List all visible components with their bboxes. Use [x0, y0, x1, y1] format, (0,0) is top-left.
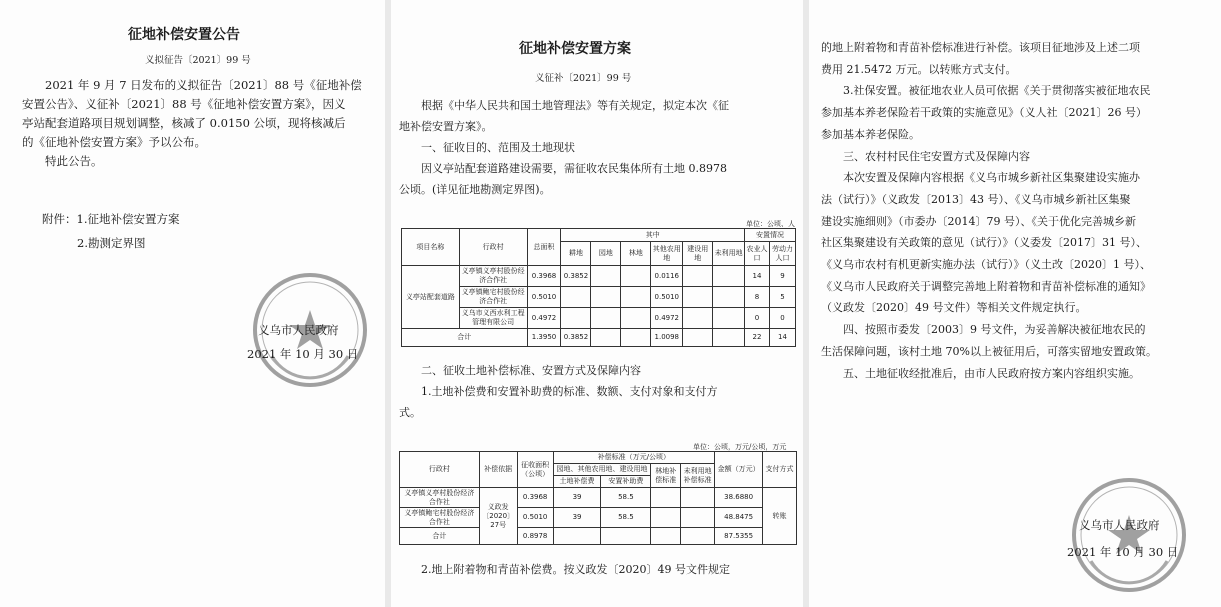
cell: 义亭镇义亭村股份经济合作社: [400, 488, 480, 508]
header-pay: 支付方式: [763, 452, 797, 488]
header-placement: 安置情况: [745, 229, 796, 242]
table2-unit: 单位：公顷，万元/公顷，万元: [693, 443, 787, 451]
cell: 1.3950: [527, 329, 561, 347]
cell: 义乌市义西水利工程管理有限公司: [459, 308, 527, 329]
cell: [651, 508, 681, 528]
cell: [681, 508, 715, 528]
header-col: 耕地: [561, 242, 591, 266]
cell: [591, 287, 621, 308]
cell: 义亭镇鲍宅村股份经济合作社: [459, 287, 527, 308]
plan-intro: [399, 95, 795, 200]
cell: [713, 329, 745, 347]
project-name: 义亭站配套道路: [402, 266, 460, 329]
cell: 0.4972: [651, 308, 683, 329]
section-heading: 一、征收目的、范围及土地现状: [421, 141, 575, 154]
plan-doc-number: 义征补〔2021〕99 号: [535, 73, 632, 84]
cell: [621, 266, 651, 287]
cell: [683, 308, 713, 329]
table-row: [402, 266, 796, 287]
section-heading: 三、农村村民住宅安置方式及保障内容: [843, 149, 1030, 163]
header-col: 林地: [621, 242, 651, 266]
cell: 0.5010: [651, 287, 683, 308]
cell: 0: [745, 308, 770, 329]
cell: 14: [769, 329, 795, 347]
cell: [681, 488, 715, 508]
cell: [683, 287, 713, 308]
cell: [713, 308, 745, 329]
cell: 转账: [763, 488, 797, 545]
cell: [591, 308, 621, 329]
body-line: 参加基本养老保险若干政策的实施意见》（义人社〔2021〕26 号）: [821, 106, 1147, 120]
header-col: 其他农用地: [651, 242, 683, 266]
header-project: 项目名称: [402, 229, 460, 266]
item-2-line: 2.地上附着物和青苗补偿费。按义政发〔2020〕49 号文件规定: [421, 563, 730, 576]
header-of-which: 其中: [561, 229, 745, 242]
table-row: [400, 508, 797, 528]
cell: [601, 528, 651, 545]
header-forest: 林地补偿标准: [651, 464, 681, 488]
table-row: [400, 488, 797, 508]
announcement-doc-number: 义拟征告〔2021〕99 号: [145, 55, 251, 66]
cell: 38.6880: [715, 488, 763, 508]
header-village: 行政村: [459, 229, 527, 266]
cell: [651, 488, 681, 508]
cell: 0.3852: [561, 266, 591, 287]
header-unused: 未利用地补偿标准: [681, 464, 715, 488]
body-line: 五、土地征收经批准后，由市人民政府按方案内容组织实施。: [843, 366, 1140, 380]
cell: 义亭镇鲍宅村股份经济合作社: [400, 508, 480, 528]
header-village: 行政村: [400, 452, 480, 488]
cell: 0.5010: [527, 287, 561, 308]
body-line: 《义乌市人民政府关于调整完善地上附着物和青苗补偿标准的通知》: [821, 279, 1151, 293]
announcement-title: 征地补偿安置公告: [128, 27, 240, 43]
cell: 39: [553, 488, 601, 508]
cell: 58.5: [601, 488, 651, 508]
announcement-body: [22, 76, 372, 171]
cell: 合计: [402, 329, 528, 347]
cell: [591, 329, 621, 347]
cell: [713, 287, 745, 308]
land-status-table: [401, 228, 796, 347]
cell: [621, 329, 651, 347]
cell: 8: [745, 287, 770, 308]
cell: 87.5355: [715, 528, 763, 545]
cell: 义亭镇义亭村股份经济合作社: [459, 266, 527, 287]
cell: 0.3968: [517, 488, 553, 508]
attachment-1: 附件：1.征地补偿安置方案: [42, 212, 180, 226]
section-line: 式。: [399, 406, 421, 419]
header-col: 劳动力人口: [769, 242, 795, 266]
cell: [621, 287, 651, 308]
cell: 0: [769, 308, 795, 329]
body-line: 亭站配套道路项目规划调整，核减了 0.0150 公顷，现将核减后: [22, 116, 346, 130]
cell: [651, 528, 681, 545]
header-amount: 金额（万元）: [715, 452, 763, 488]
table-total-row: [400, 528, 797, 545]
body-line: 的地上附着物和青苗补偿标准进行补偿。该项目征地涉及上述二项: [821, 41, 1140, 54]
cell: 0.0116: [651, 266, 683, 287]
announcement-signature: 义乌市人民政府: [258, 323, 339, 337]
cell: 0.5010: [517, 508, 553, 528]
cell: 22: [745, 329, 770, 347]
cell: 0.8978: [517, 528, 553, 545]
header-area: 征收面积（公顷）: [517, 452, 553, 488]
cell: 1.0098: [651, 329, 683, 347]
cell: 58.5: [601, 508, 651, 528]
body-line: 建设实施细则》（市委办〔2014〕79 号）、《关于优化完善城乡新: [821, 214, 1136, 228]
body-line: 3.社保安置。被征地农业人员可依据《关于贯彻落实被征地农民: [843, 84, 1151, 98]
section-heading: 二、征收土地补偿标准、安置方式及保障内容: [421, 364, 641, 377]
cell: 5: [769, 287, 795, 308]
continuation-page: [809, 0, 1221, 607]
cell: 合计: [400, 528, 480, 545]
body-line: 费用 21.5472 万元。以转账方式支付。: [821, 62, 1017, 76]
official-seal-icon: [1071, 477, 1187, 593]
header-land-fee: 土地补偿费: [553, 476, 601, 488]
cell: 9: [769, 266, 795, 287]
table-total-row: [402, 329, 796, 347]
header-basis: 补偿依据: [479, 452, 517, 488]
cell: [681, 528, 715, 545]
cell: 0.4972: [527, 308, 561, 329]
header-col: 农业人口: [745, 242, 770, 266]
plan-title: 征地补偿安置方案: [519, 41, 631, 57]
header-total: 总面积: [527, 229, 561, 266]
announcement-page: [0, 0, 385, 607]
body-line: 特此公告。: [45, 154, 103, 168]
body-line: 法（试行）》（义政发〔2013〕43 号）、《义乌市城乡新社区集聚: [821, 192, 1131, 206]
cell: [553, 528, 601, 545]
cell: [561, 287, 591, 308]
cell: [683, 329, 713, 347]
body-line: 2021 年 9 月 7 日发布的义拟征告〔2021〕88 号《征地补偿: [45, 78, 362, 92]
announcement-date: 2021 年 10 月 30 日: [247, 347, 359, 361]
body-line: 本次安置及保障内容根据《义乌市城乡新社区集聚建设实施办: [843, 171, 1140, 185]
header-col: 建设用地: [683, 242, 713, 266]
body-line: 四、按照市委发〔2003〕9 号文件，为妥善解决被征地农民的: [843, 323, 1146, 337]
continuation-body: [821, 37, 1217, 384]
cell: [561, 308, 591, 329]
compensation-table: [399, 451, 797, 545]
table1-unit: 单位：公顷、人: [746, 220, 795, 228]
header-col: 未利用地: [713, 242, 745, 266]
cell: 0.3968: [527, 266, 561, 287]
body-line: 《义乌市农村有机更新实施办法（试行）》（义土改〔2020〕1 号）、: [821, 258, 1151, 272]
intro-line: 根据《中华人民共和国土地管理法》等有关规定，拟定本次《征: [421, 99, 729, 112]
body-line: 的《征地补偿安置方案》予以公布。: [22, 135, 206, 149]
table-row: [402, 308, 796, 329]
header-col: 园地: [591, 242, 621, 266]
header-standard: 补偿标准（万元/公顷）: [553, 452, 715, 464]
section-line: 1.土地补偿费和安置补助费的标准、数额、支付对象和支付方: [421, 385, 718, 398]
cell: 39: [553, 508, 601, 528]
cell: [683, 266, 713, 287]
intro-line: 地补偿安置方案》。: [399, 120, 493, 133]
section2-block: [399, 360, 795, 423]
header-resettle-fee: 安置补助费: [601, 476, 651, 488]
cell: [621, 308, 651, 329]
cell: 义政发〔2020〕27号: [479, 488, 517, 545]
section-line: 因义亭站配套道路建设需要，需征收农民集体所有土地 0.8978: [421, 162, 727, 175]
body-line: 安置公告》、义征补〔2021〕88 号《征地补偿安置方案》，因义: [22, 97, 346, 111]
cell: 0.3852: [561, 329, 591, 347]
continuation-date: 2021 年 10 月 30 日: [1067, 545, 1179, 559]
attachment-2: 2.勘测定界图: [77, 236, 146, 250]
body-line: （义政发〔2020〕49 号文件）等相关文件规定执行。: [821, 301, 1087, 315]
continuation-signature: 义乌市人民政府: [1079, 518, 1160, 532]
cell: 48.8475: [715, 508, 763, 528]
body-line: 生活保障问题，该村土地 70%以上被征用后，可落实留地安置政策。: [821, 344, 1157, 358]
cell: 14: [745, 266, 770, 287]
plan-page: [391, 0, 803, 607]
header-group: 园地、其他农用地、建设用地: [553, 464, 651, 476]
section-line: 公顷。(详见征地勘测定界图)。: [399, 183, 551, 196]
body-line: 参加基本养老保险。: [821, 127, 920, 141]
body-line: 社区集聚建设有关政策的意见（试行）》（义委发〔2017〕31 号）、: [821, 236, 1147, 250]
table-row: [402, 287, 796, 308]
cell: [591, 266, 621, 287]
cell: [713, 266, 745, 287]
